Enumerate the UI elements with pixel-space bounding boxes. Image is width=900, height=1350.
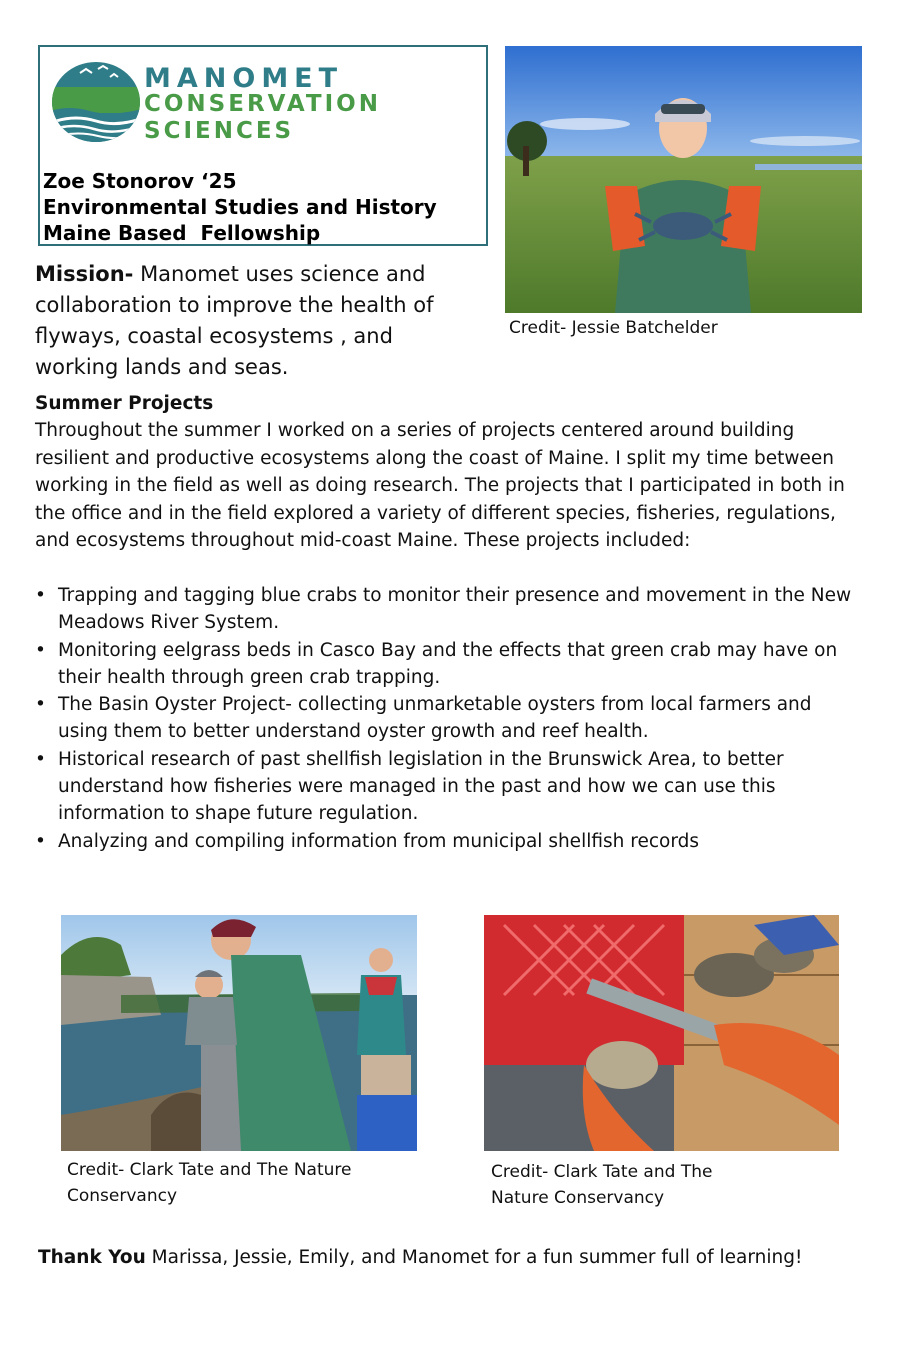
caption-top-right: Credit- Jessie Batchelder [509, 318, 718, 338]
header-box [38, 45, 488, 246]
thank-you-label: Thank You [38, 1247, 146, 1268]
bullet-icon: • [35, 830, 46, 852]
thank-you-text: Marissa, Jessie, Emily, and Manomet for a fun summer full of learning! [145, 1247, 803, 1268]
mission-label: Mission- [35, 262, 134, 286]
list-item: • Trapping and tagging blue crabs to monitor their presence and movement in the New Meadows River System. [35, 582, 865, 637]
mission-statement [35, 259, 455, 383]
photo-woman-holding-blue-crab-icon [505, 46, 862, 313]
photo-crab-holding [505, 46, 862, 313]
manomet-logo-icon [50, 59, 142, 145]
list-item: • Monitoring eelgrass beds in Casco Bay and the effects that green crab may have on their health through green crab trapping. [35, 637, 865, 692]
thank-you-note [38, 1244, 802, 1272]
photo-measuring-oyster-with-caliper-icon [484, 915, 839, 1151]
summer-projects-heading: Summer Projects [35, 393, 214, 414]
projects-list [35, 582, 865, 855]
mission-text: Manomet uses science and collaboration to improve the health of flyways, coastal ecosystems , and working lands and seas. [35, 262, 434, 379]
bullet-icon: • [35, 639, 46, 661]
logo-text-conservation: CONSERVATION [144, 91, 381, 117]
fellowship-title: Maine Based Fellowship [43, 221, 321, 245]
bullet-icon: • [35, 694, 46, 716]
summer-projects-intro: Throughout the summer I worked on a series of projects centered around building resilient and productive ecosystems along the coast of Maine. I split my time between working in the field as well as doing research. The projects that I participated in both in the office and in the field explored a variety of different species, fisheries, regulations, and ecosystems throughout mid-coast Maine. These projects included: [35, 420, 845, 551]
list-item: • Analyzing and compiling information from municipal shellfish records [35, 828, 865, 855]
caption-bottom-left: Credit- Clark Tate and The Nature Conservancy [67, 1160, 352, 1206]
photo-oyster-measurement [484, 915, 839, 1151]
list-item: • The Basin Oyster Project- collecting unmarketable oysters from local farmers and using them to better understand oyster growth and reef health. [35, 691, 865, 746]
list-item: • Historical research of past shellfish legislation in the Brunswick Area, to better understand how fisheries were managed in the past and how we can use this information to shape future regulation. [35, 746, 865, 828]
bullet-icon: • [35, 748, 46, 770]
student-name: Zoe Stonorov ‘25 [43, 169, 237, 193]
photo-team-on-boat-with-oysters-icon [61, 915, 417, 1151]
caption-bottom-right: Credit- Clark Tate and The Nature Conservancy [491, 1162, 713, 1208]
logo-text-manomet: MANOMET [144, 63, 344, 94]
student-major: Environmental Studies and History [43, 195, 437, 219]
photo-boat-oysters [61, 915, 417, 1151]
bullet-icon: • [35, 585, 46, 606]
logo-text-sciences: SCIENCES [144, 118, 295, 144]
